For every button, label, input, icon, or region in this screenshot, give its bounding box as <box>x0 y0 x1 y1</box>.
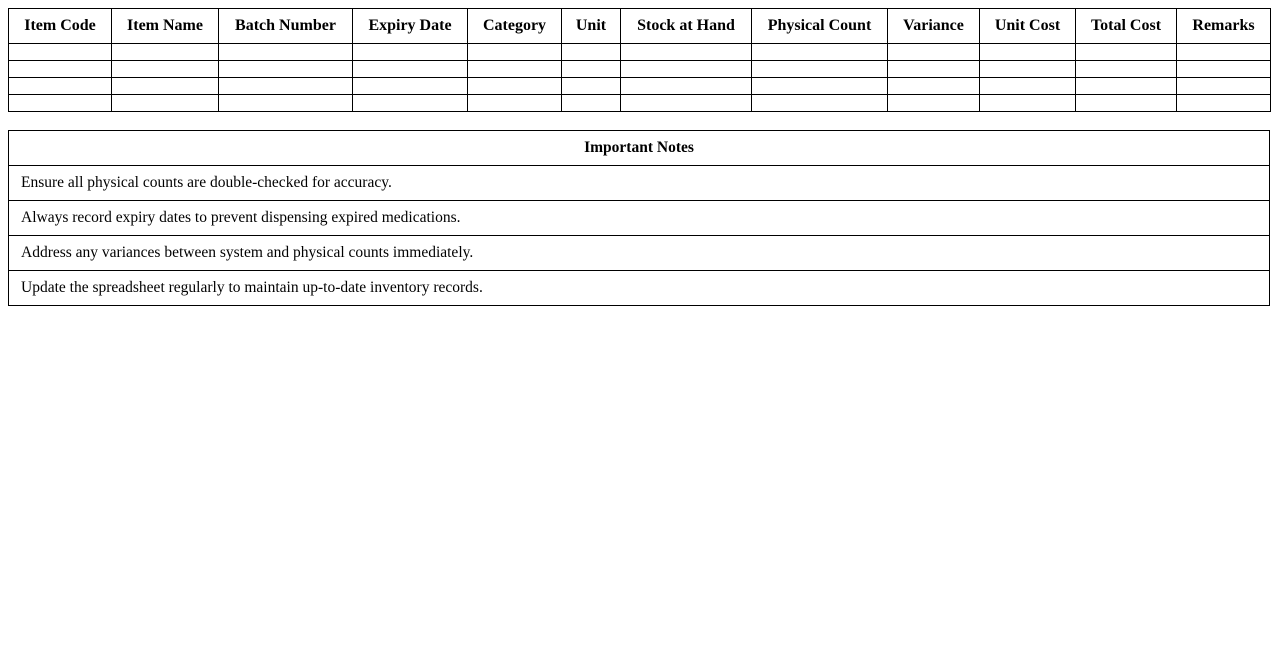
table-cell[interactable] <box>980 44 1076 61</box>
table-cell[interactable] <box>1076 44 1177 61</box>
note-row <box>9 166 1270 201</box>
table-cell[interactable] <box>980 78 1076 95</box>
table-cell[interactable] <box>621 61 752 78</box>
table-row <box>9 61 1271 78</box>
column-header-remarks: Remarks <box>1177 9 1271 44</box>
table-row <box>9 95 1271 112</box>
note-row <box>9 271 1270 306</box>
table-cell[interactable] <box>219 44 353 61</box>
column-header-item-code: Item Code <box>9 9 112 44</box>
note-item: Ensure all physical counts are double-checked for accuracy. <box>9 166 1270 201</box>
column-header-expiry-date: Expiry Date <box>353 9 468 44</box>
table-cell[interactable] <box>752 44 888 61</box>
table-cell[interactable] <box>888 61 980 78</box>
table-cell[interactable] <box>353 44 468 61</box>
table-cell[interactable] <box>353 95 468 112</box>
inventory-table <box>8 8 1271 112</box>
table-cell[interactable] <box>112 44 219 61</box>
table-cell[interactable] <box>219 61 353 78</box>
column-header-unit-cost: Unit Cost <box>980 9 1076 44</box>
important-notes-table <box>8 130 1270 306</box>
table-cell[interactable] <box>562 95 621 112</box>
table-cell[interactable] <box>752 61 888 78</box>
table-row <box>9 78 1271 95</box>
notes-header-row <box>9 131 1270 166</box>
column-header-physical-count: Physical Count <box>752 9 888 44</box>
table-cell[interactable] <box>621 95 752 112</box>
column-header-stock-at-hand: Stock at Hand <box>621 9 752 44</box>
note-item: Always record expiry dates to prevent dispensing expired medications. <box>9 201 1270 236</box>
table-cell[interactable] <box>980 95 1076 112</box>
column-header-category: Category <box>468 9 562 44</box>
column-header-variance: Variance <box>888 9 980 44</box>
table-cell[interactable] <box>468 95 562 112</box>
table-cell[interactable] <box>1177 44 1271 61</box>
table-cell[interactable] <box>752 95 888 112</box>
table-cell[interactable] <box>468 61 562 78</box>
note-item: Address any variances between system and physical counts immediately. <box>9 236 1270 271</box>
column-header-batch-number: Batch Number <box>219 9 353 44</box>
table-cell[interactable] <box>353 78 468 95</box>
table-cell[interactable] <box>1177 95 1271 112</box>
table-cell[interactable] <box>1076 78 1177 95</box>
table-cell[interactable] <box>980 61 1076 78</box>
table-cell[interactable] <box>9 95 112 112</box>
table-row <box>9 44 1271 61</box>
table-cell[interactable] <box>888 95 980 112</box>
table-cell[interactable] <box>1076 61 1177 78</box>
table-cell[interactable] <box>1177 78 1271 95</box>
note-row <box>9 236 1270 271</box>
header-row <box>9 9 1271 44</box>
table-cell[interactable] <box>752 78 888 95</box>
table-cell[interactable] <box>9 44 112 61</box>
table-cell[interactable] <box>468 44 562 61</box>
column-header-item-name: Item Name <box>112 9 219 44</box>
table-cell[interactable] <box>468 78 562 95</box>
table-cell[interactable] <box>888 44 980 61</box>
notes-title: Important Notes <box>9 131 1270 166</box>
table-cell[interactable] <box>1076 95 1177 112</box>
table-cell[interactable] <box>1177 61 1271 78</box>
table-cell[interactable] <box>562 78 621 95</box>
note-row <box>9 201 1270 236</box>
table-cell[interactable] <box>9 78 112 95</box>
table-cell[interactable] <box>562 44 621 61</box>
table-cell[interactable] <box>112 78 219 95</box>
table-cell[interactable] <box>9 61 112 78</box>
table-cell[interactable] <box>112 95 219 112</box>
table-cell[interactable] <box>112 61 219 78</box>
table-cell[interactable] <box>353 61 468 78</box>
table-cell[interactable] <box>219 95 353 112</box>
table-cell[interactable] <box>562 61 621 78</box>
table-cell[interactable] <box>621 78 752 95</box>
note-item: Update the spreadsheet regularly to maintain up-to-date inventory records. <box>9 271 1270 306</box>
table-cell[interactable] <box>621 44 752 61</box>
column-header-total-cost: Total Cost <box>1076 9 1177 44</box>
table-cell[interactable] <box>219 78 353 95</box>
table-cell[interactable] <box>888 78 980 95</box>
column-header-unit: Unit <box>562 9 621 44</box>
